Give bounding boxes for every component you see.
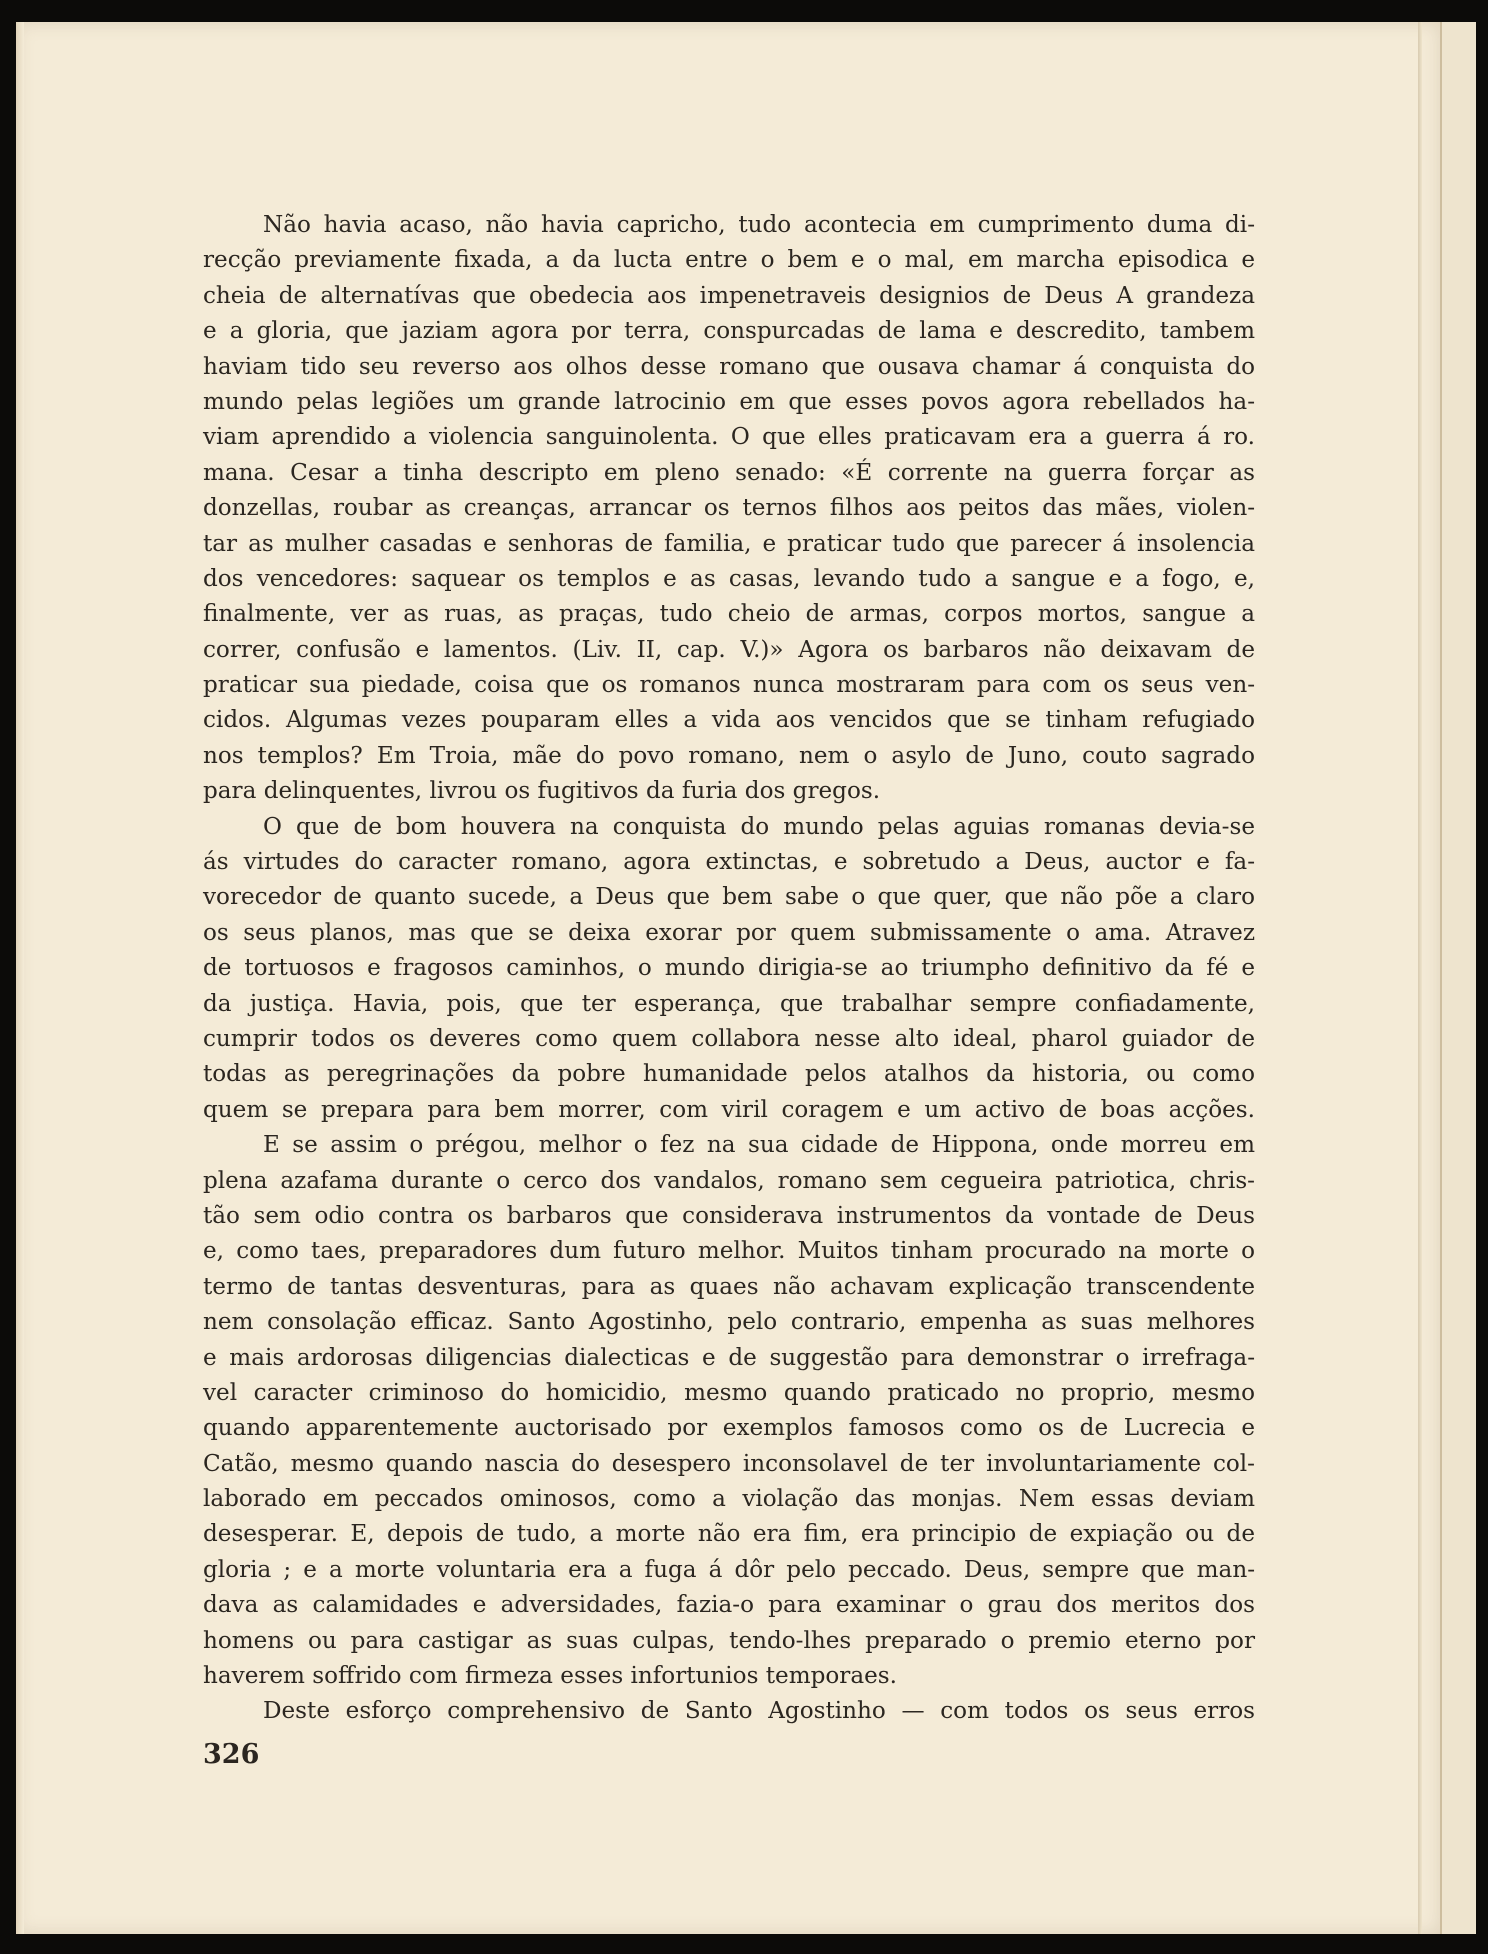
page-number: 326	[203, 1739, 260, 1770]
text-line: da justiça. Havia, pois, que ter esperança, que trabalhar sempre confiadamente,	[203, 990, 1255, 1017]
text-line: desesperar. E, depois de tudo, a morte não era fim, era principio de expiação ou de	[203, 1521, 1255, 1548]
text-line: Catão, mesmo quando nascia do desespero inconsolavel de ter involuntariamente col-	[203, 1450, 1255, 1477]
text-line: O que de bom houvera na conquista do mundo pelas aguias romanas devia-se	[263, 813, 1255, 840]
text-line: os seus planos, mas que se deixa exorar por quem submissamente o ama. Atravez	[203, 919, 1255, 946]
text-line: Deste esforço comprehensivo de Santo Agostinho — com todos os seus erros	[263, 1698, 1255, 1725]
text-line: cheia de alternatívas que obedecia aos impenetraveis designios de Deus A grandeza	[203, 282, 1255, 309]
text-line: para delinquentes, livrou os fugitivos da furia dos gregos.	[203, 778, 881, 805]
text-line: mana. Cesar a tinha descripto em pleno senado: «É corrente na guerra forçar as	[203, 459, 1255, 486]
text-line: gloria ; e a morte voluntaria era a fuga á dôr pelo peccado. Deus, sempre que man-	[203, 1556, 1255, 1583]
text-line: finalmente, ver as ruas, as praças, tudo cheio de armas, corpos mortos, sangue a	[203, 601, 1255, 628]
page-fold	[1418, 22, 1422, 1934]
text-line: quando apparentemente auctorisado por exemplos famosos como os de Lucrecia e	[203, 1415, 1255, 1442]
text-line: correr, confusão e lamentos. (Liv. II, cap. V.)» Agora os barbaros não deixavam de	[203, 636, 1255, 663]
text-line: mundo pelas legiões um grande latrocinio em que esses povos agora rebellados ha-	[203, 388, 1255, 415]
page-edge-left	[16, 22, 24, 1934]
text-line: donzellas, roubar as creanças, arrancar os ternos filhos aos peitos das mães, violen-	[203, 495, 1255, 522]
text-line: cumprir todos os deveres como quem collabora nesse alto ideal, pharol guiador de	[203, 1025, 1255, 1052]
text-line: E se assim o prégou, melhor o fez na sua cidade de Hippona, onde morreu em	[263, 1132, 1255, 1159]
adjacent-page-edge	[1440, 22, 1476, 1934]
text-line: e mais ardorosas diligencias dialecticas e de suggestão para demonstrar o irrefraga-	[203, 1344, 1255, 1371]
text-line: e, como taes, preparadores dum futuro melhor. Muitos tinham procurado na morte o	[203, 1238, 1255, 1265]
text-line: quem se prepara para bem morrer, com viril coragem e um activo de boas acções.	[203, 1096, 1255, 1123]
text-line: tão sem odio contra os barbaros que considerava instrumentos da vontade de Deus	[203, 1202, 1255, 1229]
text-line: viam aprendido a violencia sanguinolenta. O que elles praticavam era a guerra á ro.	[203, 424, 1255, 451]
text-line: cidos. Algumas vezes pouparam elles a vida aos vencidos que se tinham refugiado	[203, 707, 1255, 734]
text-line: praticar sua piedade, coisa que os romanos nunca mostraram para com os seus ven-	[203, 672, 1255, 699]
text-line: laborado em peccados ominosos, como a violação das monjas. Nem essas deviam	[203, 1486, 1255, 1513]
text-line: recção previamente fixada, a da lucta entre o bem e o mal, em marcha episodica e	[203, 247, 1255, 274]
body-text	[203, 208, 1255, 1730]
text-line: ás virtudes do caracter romano, agora extinctas, e sobretudo a Deus, auctor e fa-	[203, 849, 1255, 876]
text-line: termo de tantas desventuras, para as quaes não achavam explicação transcendente	[203, 1273, 1255, 1300]
text-line: todas as peregrinações da pobre humanidade pelos atalhos da historia, ou como	[203, 1061, 1255, 1088]
text-line: homens ou para castigar as suas culpas, tendo-lhes preparado o premio eterno por	[203, 1627, 1255, 1654]
text-line: vel caracter criminoso do homicidio, mesmo quando praticado no proprio, mesmo	[203, 1379, 1255, 1406]
text-line: haviam tido seu reverso aos olhos desse romano que ousava chamar á conquista do	[203, 353, 1255, 380]
text-line: haverem soffrido com firmeza esses infortunios temporaes.	[203, 1663, 897, 1690]
text-line: de tortuosos e fragosos caminhos, o mundo dirigia-se ao triumpho definitivo da fé e	[203, 955, 1255, 982]
text-line: Não havia acaso, não havia capricho, tudo acontecia em cumprimento duma di-	[263, 212, 1255, 238]
text-line: vorecedor de quanto sucede, a Deus que bem sabe o que quer, que não põe a claro	[203, 884, 1255, 911]
text-line: tar as mulher casadas e senhoras de familia, e praticar tudo que parecer á insolencia	[203, 530, 1255, 557]
text-line: nem consolação efficaz. Santo Agostinho, pelo contrario, empenha as suas melhores	[203, 1309, 1255, 1336]
text-line: plena azafama durante o cerco dos vandalos, romano sem cegueira patriotica, chris-	[203, 1167, 1255, 1194]
text-line: nos templos? Em Troia, mãe do povo romano, nem o asylo de Juno, couto sagrado	[203, 742, 1255, 769]
text-line: dos vencedores: saquear os templos e as casas, levando tudo a sangue e a fogo, e,	[203, 565, 1255, 592]
text-line: dava as calamidades e adversidades, fazia-o para examinar o grau dos meritos dos	[203, 1592, 1255, 1619]
text-line: e a gloria, que jaziam agora por terra, conspurcadas de lama e descredito, tambem	[203, 318, 1255, 345]
